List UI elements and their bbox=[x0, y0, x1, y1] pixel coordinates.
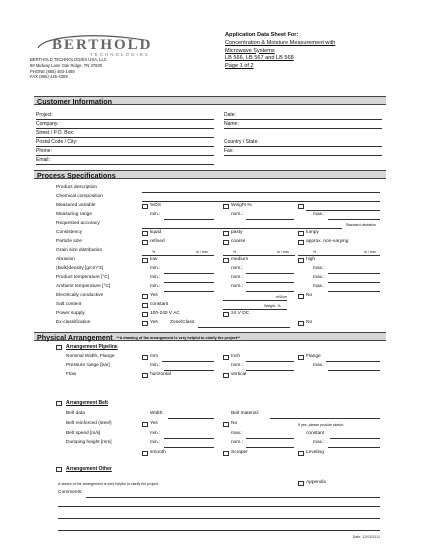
phone-label: Phone: bbox=[36, 148, 52, 154]
appendix-label: Appendix bbox=[306, 480, 327, 485]
ds-checkbox[interactable] bbox=[142, 204, 148, 210]
ambient-temp-row bbox=[28, 284, 400, 292]
comments-line-3[interactable] bbox=[58, 518, 380, 519]
belt-reinforced-row bbox=[28, 421, 400, 429]
company-name: BERTHOLD TECHNOLOGIES USA, LLC bbox=[30, 57, 107, 62]
date-field[interactable] bbox=[224, 119, 382, 120]
physical-arrangement-header bbox=[34, 332, 386, 341]
smooth-label: smooth bbox=[150, 450, 166, 455]
fax-field[interactable] bbox=[224, 155, 382, 156]
other-variable-field[interactable] bbox=[306, 210, 380, 211]
ptemp-max-field[interactable] bbox=[328, 282, 380, 283]
grain-pct-2: % bbox=[233, 250, 237, 254]
chemical-composition-row bbox=[28, 194, 400, 202]
conductive-yes-label: Yes bbox=[150, 293, 158, 298]
ex-classification-row bbox=[28, 320, 400, 328]
leveling-label: Leveling bbox=[306, 450, 324, 455]
sketch-note: A sketch of the arrangement is very helpful to clarify the project. bbox=[58, 481, 160, 486]
company-street: 99 Midway Lane Oak Ridge, TN 37830 bbox=[30, 62, 103, 68]
chemical-composition-field[interactable] bbox=[142, 201, 380, 202]
berthold-logo bbox=[34, 34, 184, 58]
project-label: Project: bbox=[36, 112, 53, 118]
grain-field-1[interactable] bbox=[142, 255, 214, 256]
pressure-range-row bbox=[28, 363, 400, 371]
company-row bbox=[36, 121, 384, 129]
horizontal-label: horizontal bbox=[150, 372, 171, 377]
belt-width-label: Width: bbox=[150, 411, 164, 416]
coarse-checkbox[interactable] bbox=[223, 240, 229, 246]
company-label: Company: bbox=[36, 121, 59, 127]
measuring-range-label: Measuring range bbox=[56, 212, 92, 217]
pipeline-checkbox[interactable] bbox=[56, 345, 62, 351]
email-field[interactable] bbox=[36, 164, 214, 165]
measuring-range-row bbox=[28, 212, 400, 220]
sheet-title: Application Data Sheet For: bbox=[225, 32, 299, 38]
other-variable-checkbox[interactable] bbox=[298, 204, 304, 210]
inch-field[interactable] bbox=[246, 361, 294, 362]
product-temp-row bbox=[28, 275, 400, 283]
company-fax: FAX (865) 425-4309 bbox=[30, 74, 68, 80]
atemp-min-label: min.: bbox=[150, 284, 161, 289]
physical-note: **A drawing of the arrangement is very helpful to clarify the project** bbox=[116, 336, 241, 340]
belt-checkbox[interactable] bbox=[56, 401, 62, 407]
conductive-no-checkbox[interactable] bbox=[298, 294, 304, 300]
grain-pct-1: % bbox=[152, 250, 156, 254]
vertical-label: vertical bbox=[231, 372, 247, 377]
density-nom-field[interactable] bbox=[246, 273, 294, 274]
email-row bbox=[36, 157, 384, 165]
consistency-label: Consistency bbox=[56, 230, 83, 235]
grain-pct-3: % bbox=[313, 250, 317, 254]
dc-label: 24 V DC bbox=[231, 311, 250, 316]
density-max-field[interactable] bbox=[328, 273, 380, 274]
abrasion-high-label: high bbox=[306, 257, 316, 262]
scraper-label: Scraper bbox=[231, 450, 248, 455]
salt-constant-label: constant bbox=[150, 302, 169, 307]
coarse-label: coarse bbox=[231, 239, 246, 244]
mm-label: mm bbox=[150, 354, 158, 359]
ptemp-nom-label: nom.: bbox=[231, 275, 243, 280]
leveling-checkbox[interactable] bbox=[298, 451, 304, 457]
ex-no-label: No bbox=[306, 320, 313, 325]
abrasion-low-label: low bbox=[150, 257, 158, 262]
requested-accuracy-row bbox=[28, 221, 400, 229]
company-address bbox=[30, 57, 107, 80]
non-varying-label: approx. non-varying bbox=[306, 239, 349, 244]
other-title: Arrangement Other bbox=[66, 466, 112, 472]
belt-speed-label: Belt speed [m/s] bbox=[66, 431, 101, 436]
range-min-field[interactable] bbox=[164, 219, 214, 220]
belt-material-label: Belt material: bbox=[231, 411, 259, 416]
dump-nom-label: nom.: bbox=[231, 440, 243, 445]
ac-label: 100-240 V AC bbox=[150, 311, 180, 316]
reinforced-no-label: No bbox=[231, 421, 238, 426]
speed-max-field[interactable] bbox=[246, 438, 294, 439]
ac-checkbox[interactable] bbox=[142, 312, 148, 318]
belt-title: Arrangement Belt bbox=[66, 400, 108, 406]
refined-checkbox[interactable] bbox=[142, 240, 148, 246]
data-sheet-page bbox=[28, 0, 400, 554]
conductivity-field[interactable] bbox=[223, 300, 287, 301]
measured-variable-row bbox=[28, 203, 400, 211]
salt-content-row bbox=[28, 302, 400, 310]
ex-yes-label: Yes bbox=[150, 320, 158, 325]
atemp-nom-field[interactable] bbox=[246, 291, 294, 292]
sheet-subtitle-2: Microwave Systems bbox=[225, 47, 275, 54]
power-supply-label: Power supply bbox=[56, 311, 85, 316]
country-field[interactable] bbox=[224, 146, 382, 147]
date-label: Date: bbox=[224, 112, 236, 118]
zone-class-field[interactable] bbox=[198, 327, 290, 328]
other-checkbox[interactable] bbox=[56, 467, 62, 473]
sheet-subtitle-1: Concentration & Moisture Measurement with bbox=[225, 39, 336, 46]
belt-title-row bbox=[28, 400, 400, 408]
dc-checkbox[interactable] bbox=[223, 312, 229, 318]
atemp-max-field[interactable] bbox=[328, 291, 380, 292]
logo-subtext: TECHNOLOGIES bbox=[90, 52, 150, 57]
non-varying-checkbox[interactable] bbox=[298, 240, 304, 246]
grain-unit-3: in / mm bbox=[364, 250, 376, 254]
smooth-checkbox[interactable] bbox=[142, 451, 148, 457]
weight-pct-checkbox[interactable] bbox=[223, 204, 229, 210]
dump-min-field[interactable] bbox=[164, 447, 214, 448]
chemical-composition-label: Chemical composition bbox=[56, 194, 103, 199]
power-supply-row bbox=[28, 311, 400, 319]
ms-cm-unit: mS/cm bbox=[276, 295, 288, 299]
abrasion-low-checkbox[interactable] bbox=[142, 258, 148, 264]
particle-size-label: Particle size bbox=[56, 239, 82, 244]
nominal-width-label: Nominal Width, Flange bbox=[66, 354, 115, 359]
grain-field-3[interactable] bbox=[298, 255, 380, 256]
comments-line-4[interactable] bbox=[58, 530, 380, 531]
physical-title: Physical Arrangement bbox=[37, 333, 113, 342]
pasty-checkbox[interactable] bbox=[223, 231, 229, 237]
name-field[interactable] bbox=[224, 128, 382, 129]
belt-data-label: Belt data bbox=[66, 411, 85, 416]
dump-min-label: min.: bbox=[150, 440, 161, 445]
process-specs-header: Process Specifications bbox=[34, 170, 386, 179]
other-title-row bbox=[28, 466, 400, 474]
zone-class-label: Zone/Class: bbox=[170, 320, 196, 325]
flange-label: Flange bbox=[306, 354, 321, 359]
pressure-min-field[interactable] bbox=[164, 370, 214, 371]
speed-max-label: max.: bbox=[231, 431, 243, 436]
ds-label: %DS bbox=[150, 203, 161, 208]
pipeline-title: Arrangement Pipeline bbox=[66, 344, 118, 350]
ex-classification-label: Ex-classification bbox=[56, 320, 91, 325]
pressure-max-label: max.: bbox=[313, 363, 325, 368]
belt-reinforced-label: Belt reinforced (steel) bbox=[66, 421, 112, 426]
density-nom-label: nom.: bbox=[231, 266, 243, 271]
logo-text: BERTHOLD bbox=[52, 37, 153, 53]
salt-field[interactable] bbox=[223, 309, 287, 310]
fax-label: Fax: bbox=[224, 148, 234, 154]
density-min-label: min.: bbox=[150, 266, 161, 271]
mm-field[interactable] bbox=[162, 361, 214, 362]
inch-label: Inch bbox=[231, 354, 241, 359]
name-label: Name: bbox=[224, 121, 239, 127]
surface-row bbox=[28, 450, 400, 458]
product-description-label: Product description bbox=[56, 185, 98, 190]
inch-checkbox[interactable] bbox=[223, 355, 229, 361]
range-min-label: min.: bbox=[150, 212, 161, 217]
requested-accuracy-field[interactable] bbox=[142, 228, 342, 229]
lumpy-checkbox[interactable] bbox=[298, 231, 304, 237]
comments-label: Comments: bbox=[58, 490, 83, 495]
pressure-nom-field[interactable] bbox=[246, 370, 294, 371]
dump-nom-field[interactable] bbox=[246, 447, 294, 448]
vertical-checkbox[interactable] bbox=[223, 373, 229, 379]
dump-max-field[interactable] bbox=[328, 447, 380, 448]
footer-date: Date: 12/03/2011 bbox=[352, 535, 380, 539]
speed-min-field[interactable] bbox=[164, 438, 214, 439]
ambient-temp-label: Ambient temperature [°C] bbox=[56, 284, 111, 289]
pressure-min-label: min.: bbox=[150, 363, 161, 368]
conductive-row bbox=[28, 293, 400, 301]
density-max-label: max.: bbox=[313, 266, 325, 271]
reinforced-yes-label: Yes bbox=[150, 421, 158, 426]
street-row bbox=[36, 130, 384, 138]
product-description-row bbox=[28, 185, 400, 193]
belt-data-row bbox=[28, 411, 400, 419]
appendix-checkbox[interactable] bbox=[298, 481, 304, 487]
range-max-field[interactable] bbox=[328, 219, 380, 220]
range-nom-label: nom.: bbox=[231, 212, 243, 217]
consistency-row bbox=[28, 230, 400, 238]
refined-label: refined bbox=[150, 239, 165, 244]
email-label: Email: bbox=[36, 157, 50, 163]
range-max-label: max.: bbox=[313, 212, 325, 217]
phone-field[interactable] bbox=[36, 155, 214, 156]
belt-material-field[interactable] bbox=[270, 418, 380, 419]
abrasion-medium-checkbox[interactable] bbox=[223, 258, 229, 264]
postal-field[interactable] bbox=[36, 146, 214, 147]
particle-size-row bbox=[28, 239, 400, 247]
pressure-range-label: Pressure range [bar] bbox=[66, 363, 110, 368]
flow-label: Flow bbox=[66, 372, 77, 377]
belt-width-field[interactable] bbox=[168, 418, 214, 419]
flange-field[interactable] bbox=[326, 361, 380, 362]
company-field[interactable] bbox=[36, 128, 214, 129]
phone-row bbox=[36, 148, 384, 156]
provide-sketch-note: If yes, please provide sketch. bbox=[298, 422, 345, 427]
liquid-label: liquid bbox=[150, 230, 162, 235]
dumping-height-row bbox=[28, 440, 400, 448]
abrasion-high-checkbox[interactable] bbox=[298, 258, 304, 264]
sheet-models: LB 566, LB 567 and LB 568 bbox=[225, 55, 294, 62]
dumping-height-label: Dumping height [mm] bbox=[66, 440, 112, 445]
liquid-checkbox[interactable] bbox=[142, 231, 148, 237]
salt-content-label: Salt content bbox=[56, 302, 82, 307]
reinforced-no-checkbox[interactable] bbox=[223, 422, 229, 428]
product-description-field[interactable] bbox=[142, 192, 380, 193]
speed-min-label: min.: bbox=[150, 431, 161, 436]
sketch-note-row bbox=[28, 480, 400, 488]
ptemp-min-field[interactable] bbox=[164, 282, 214, 283]
bulk-density-row bbox=[28, 266, 400, 274]
abrasion-label: Abrasion bbox=[56, 257, 75, 262]
pressure-nom-label: nom.: bbox=[231, 363, 243, 368]
density-min-field[interactable] bbox=[164, 273, 214, 274]
atemp-nom-label: nom.: bbox=[231, 284, 243, 289]
comments-line-2[interactable] bbox=[58, 506, 380, 507]
project-row bbox=[36, 112, 384, 120]
grain-unit-1: in / mm bbox=[196, 250, 208, 254]
customer-info-header: Customer Information bbox=[34, 96, 386, 105]
dump-max-label: max.: bbox=[313, 440, 325, 445]
pasty-label: pasty bbox=[231, 230, 243, 235]
ex-no-checkbox[interactable] bbox=[298, 321, 304, 327]
ex-yes-checkbox[interactable] bbox=[142, 321, 148, 327]
grain-size-label: Grain size distribution bbox=[56, 248, 103, 253]
grain-field-2[interactable] bbox=[223, 255, 295, 256]
speed-constant-field[interactable] bbox=[330, 438, 380, 439]
salt-weight-unit: Weight.-% bbox=[264, 304, 281, 308]
mm-checkbox[interactable] bbox=[142, 355, 148, 361]
pipeline-title-row bbox=[28, 344, 400, 352]
comments-line-1[interactable] bbox=[86, 497, 380, 498]
page-number: Page 1 of 2 bbox=[225, 63, 254, 70]
street-field[interactable] bbox=[36, 137, 214, 138]
range-nom-field[interactable] bbox=[246, 219, 294, 220]
atemp-max-label: max.: bbox=[313, 284, 325, 289]
conductive-label: Electrically conductive bbox=[56, 293, 104, 298]
grain-size-row bbox=[28, 248, 400, 256]
abrasion-row bbox=[28, 257, 400, 265]
flange-checkbox[interactable] bbox=[298, 355, 304, 361]
grain-unit-2: in / mm bbox=[277, 250, 289, 254]
belt-speed-row bbox=[28, 431, 400, 439]
project-field[interactable] bbox=[36, 119, 214, 120]
pressure-max-field[interactable] bbox=[328, 370, 380, 371]
comments-row bbox=[28, 490, 400, 498]
company-phone: PHONE (865) 483-1488 bbox=[30, 68, 75, 74]
scraper-checkbox[interactable] bbox=[223, 451, 229, 457]
ptemp-max-label: max.: bbox=[313, 275, 325, 280]
abrasion-medium-label: medium bbox=[231, 257, 249, 262]
country-label: Country / State: bbox=[224, 139, 259, 145]
horizontal-checkbox[interactable] bbox=[142, 373, 148, 379]
postal-row bbox=[36, 139, 384, 147]
atemp-min-field[interactable] bbox=[164, 291, 214, 292]
postal-label: Postal Code / City: bbox=[36, 139, 78, 145]
sheet-header bbox=[225, 32, 335, 71]
flow-row bbox=[28, 372, 400, 380]
requested-accuracy-label: Requested accuracy bbox=[56, 221, 100, 226]
weight-pct-label: Weight-% bbox=[231, 203, 252, 208]
product-temp-label: Product temperature [°C] bbox=[56, 275, 110, 280]
reinforced-yes-checkbox[interactable] bbox=[142, 422, 148, 428]
nominal-width-row bbox=[28, 354, 400, 362]
salt-constant-checkbox[interactable] bbox=[142, 303, 148, 309]
bulk-density-label: (Bulk)density [g/cm^3] bbox=[56, 266, 104, 271]
ptemp-min-label: min.: bbox=[150, 275, 161, 280]
standard-deviation-label: Standard deviation bbox=[346, 222, 376, 227]
conductive-no-label: No bbox=[306, 293, 313, 298]
street-label: Street / P.O. Box: bbox=[36, 130, 75, 136]
measured-variable-label: Measured variable bbox=[56, 203, 96, 208]
conductive-yes-checkbox[interactable] bbox=[142, 294, 148, 300]
speed-constant-label: constant bbox=[306, 431, 325, 436]
lumpy-label: lumpy bbox=[306, 230, 319, 235]
ptemp-nom-field[interactable] bbox=[246, 282, 294, 283]
